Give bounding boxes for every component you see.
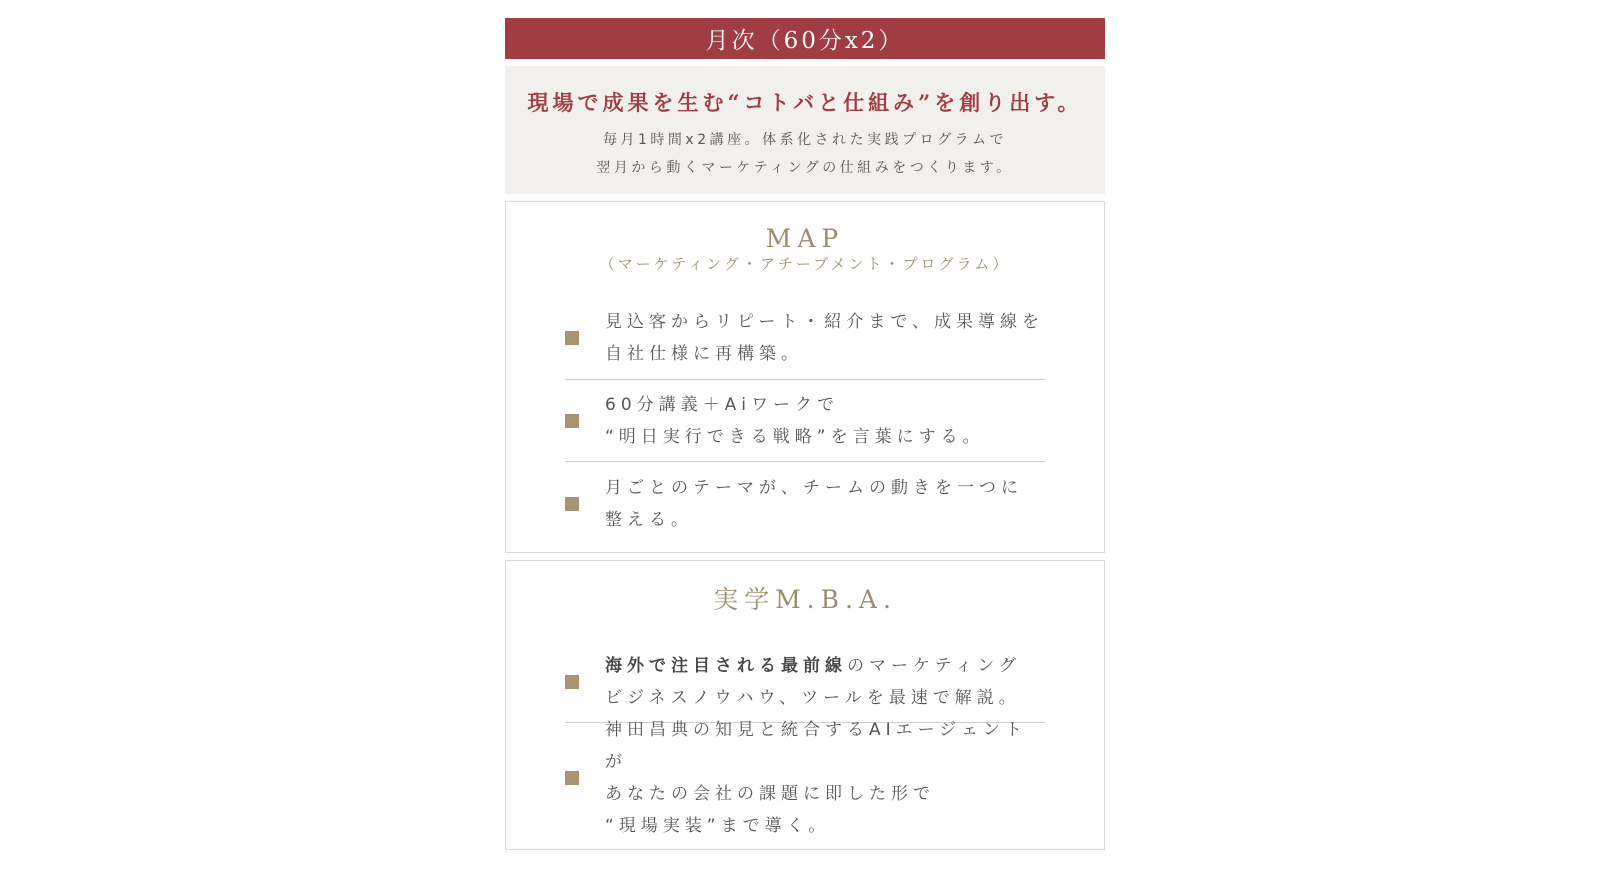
intro-description [505,126,1105,182]
square-bullet-icon [565,414,579,428]
square-bullet-icon [565,771,579,785]
list-item [565,720,1045,836]
map-card-title: MAP [765,224,845,253]
list-item [565,462,1045,546]
list-item-rest: のマーケティング ビジネスノウハウ、ツールを最速で解説。 [605,655,1021,708]
monthly-program-panel [505,18,1105,850]
list-item-emphasis: 海外で注目される最前線 [605,655,847,676]
map-card-subtitle: （マーケティング・アチーブメント・プログラム） [599,255,1011,273]
monthly-header-bar [505,18,1105,59]
square-bullet-icon [565,331,579,345]
square-bullet-icon [565,497,579,511]
list-item-text [605,650,1021,714]
mba-card-title: 実学M.B.A. [713,585,897,614]
map-feature-list [565,296,1045,546]
monthly-header-label: 月次（60分x2） [705,28,905,54]
list-item-text: 神田昌典の知見と統合するAIエージェントが あなたの会社の課題に即した形で “現場実装”まで導く。 [605,720,1027,836]
list-item [565,641,1045,723]
list-item-text: 見込客からリピート・紹介まで、成果導線を 自社仕様に再構築。 [605,311,1044,364]
mba-card [505,560,1105,850]
list-item [565,380,1045,462]
intro-desc-line-2: 翌月から動くマーケティングの仕組みをつくります。 [596,160,1014,176]
list-item-text: 月ごとのテーマが、チームの動きを一つに 整える。 [605,478,1023,530]
intro-desc-line-1: 毎月1時間x2講座。体系化された実践プログラムで [603,132,1007,148]
square-bullet-icon [565,675,579,689]
map-card [505,201,1105,553]
list-item-text: 60分講義＋Aiワークで “明日実行できる戦略”を言葉にする。 [605,394,985,447]
mba-feature-list [565,641,1045,836]
intro-title: 現場で成果を生む“コトバと仕組み”を創り出す。 [527,90,1083,115]
intro-box [505,66,1105,194]
list-item [565,296,1045,380]
